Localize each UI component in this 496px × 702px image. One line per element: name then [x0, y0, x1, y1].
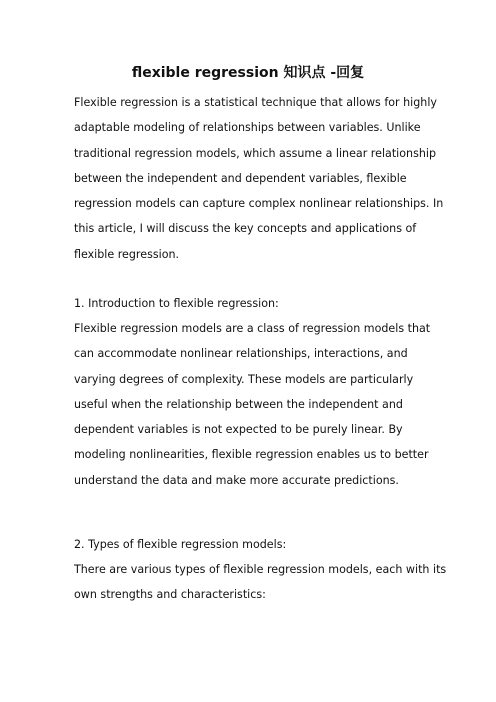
section-heading-text: 1. Introduction to flexible regression:	[74, 297, 279, 310]
paragraph-line: Flexible regression is a statistical technique that allows for highly	[74, 96, 437, 109]
paragraph-line: can accommodate nonlinear relationships, interactions, and	[74, 347, 408, 361]
paragraph-line: Flexible regression models are a class of regression models that	[74, 322, 431, 335]
paragraph-line: between the independent and dependent variables, flexible	[74, 171, 407, 185]
section-heading-1	[74, 291, 420, 316]
paragraph-line: this article, I will discuss the key concepts and applications of	[74, 222, 417, 236]
paragraph-line: modeling nonlinearities, flexible regression enables us to better	[74, 448, 429, 462]
document-title: flexible regression 知识点 -回复	[131, 65, 365, 81]
paragraph-line: adaptable modeling of relationships between variables. Unlike	[74, 121, 421, 135]
section-heading-2	[74, 532, 420, 557]
paragraph-line: regression models can capture complex nonlinear relationships. In	[74, 197, 444, 211]
paragraph-line: varying degrees of complexity. These models are particularly	[74, 372, 414, 386]
section-heading-text: 2. Types of flexible regression models:	[74, 538, 287, 551]
paragraph-line: traditional regression models, which assume a linear relationship	[74, 146, 437, 160]
paragraph-line: dependent variables is not expected to be purely linear. By	[74, 423, 403, 437]
paragraph-line: own strengths and characteristics:	[74, 588, 266, 602]
paragraph-line: flexible regression.	[74, 247, 180, 261]
section-1-paragraph	[74, 316, 431, 493]
paragraph-line: useful when the relationship between the independent and	[74, 397, 403, 411]
paragraph-line: There are various types of flexible regression models, each with its	[74, 563, 447, 576]
paragraph-line: understand the data and make more accurate predictions.	[74, 473, 399, 487]
intro-paragraph	[74, 90, 444, 267]
section-2-paragraph	[74, 557, 447, 608]
